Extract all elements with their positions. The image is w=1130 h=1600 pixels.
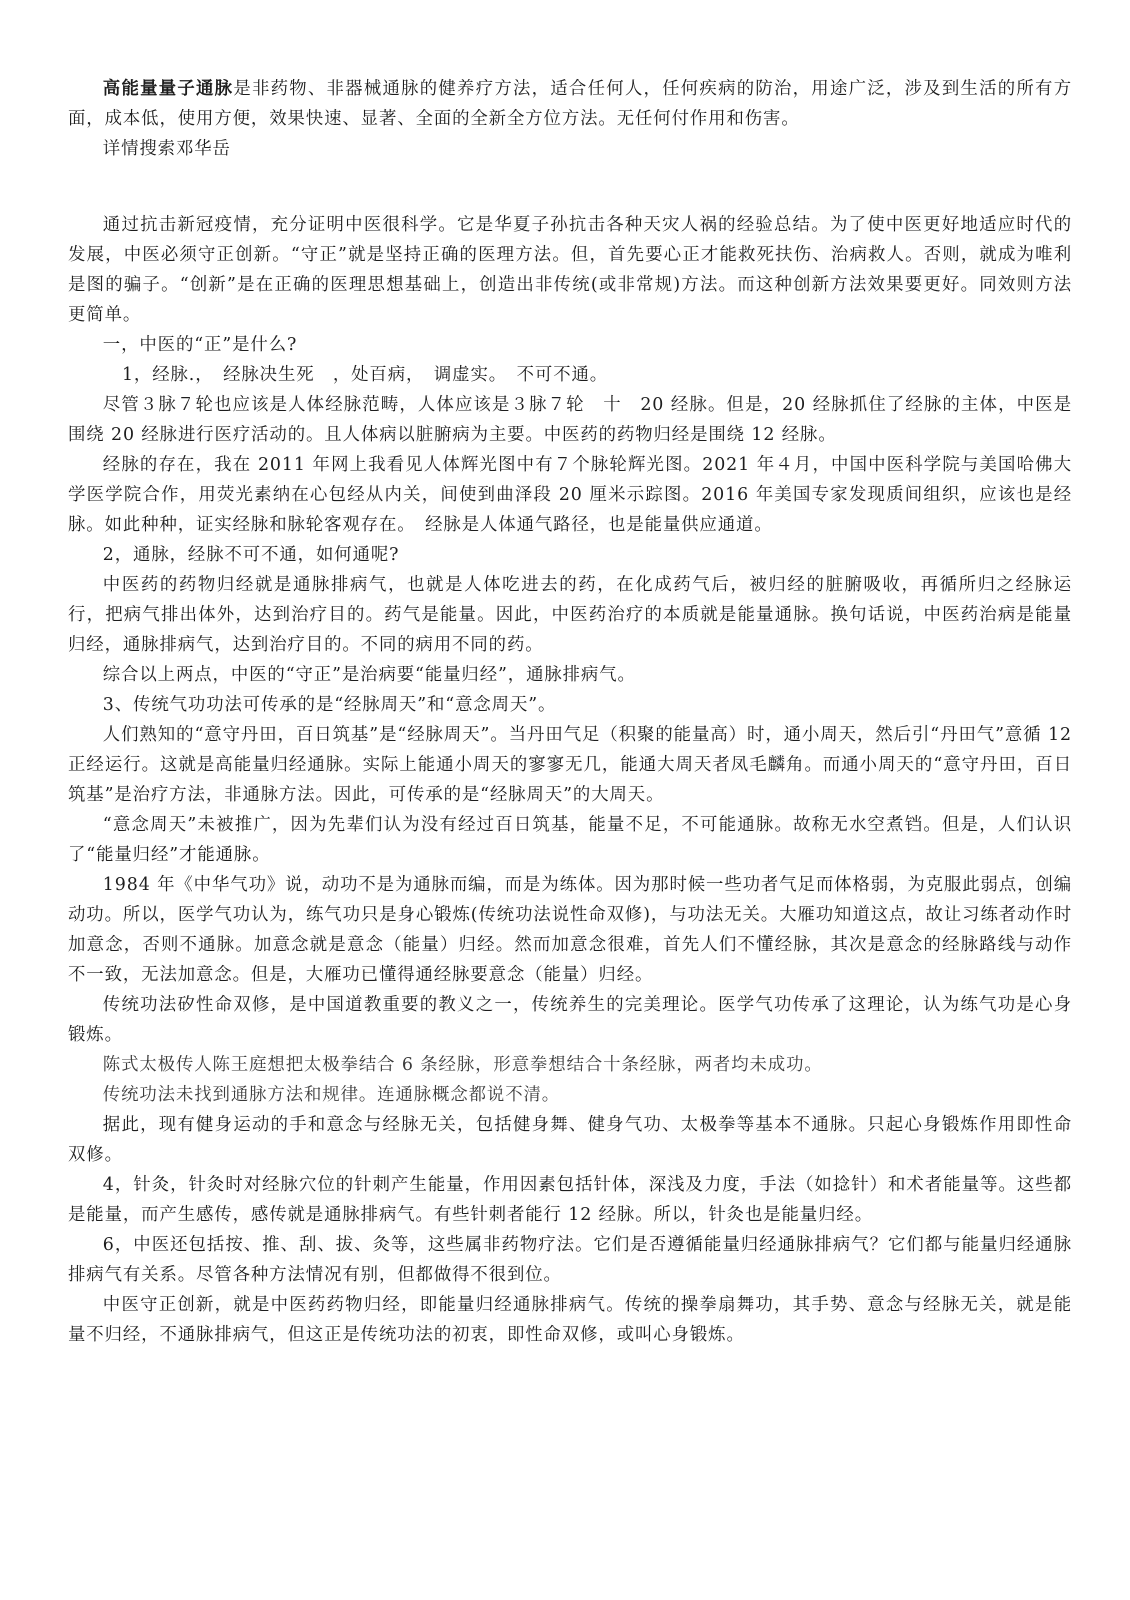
paragraph: 4，针灸，针灸时对经脉穴位的针刺产生能量，作用因素包括针体，深浅及力度，手法（如捻针）和术者能量等。这些都是能量，而产生感传，感传就是通脉排病气。有些针刺者能行 12 经脉。所以，针灸也是能量归经。 <box>68 1175 1072 1225</box>
product-name: 高能量量子通脉 <box>102 79 234 99</box>
paragraph: 中医药的药物归经就是通脉排病气，也就是人体吃进去的药，在化成药气后，被归经的脏腑吸收，再循所归之经脉运行，把病气排出体外，达到治疗目的。药气是能量。因此，中医药治疗的本质就是能量通脉。换句话说，中医药治病是能量归经，通脉排病气，达到治疗目的。不同的病用不同的药。 <box>68 575 1072 655</box>
paragraph: 1984 年《中华气功》说，动功不是为通脉而编，而是为练体。因为那时候一些功者气足而体格弱，为克服此弱点，创编动功。所以，医学气功认为，练气功只是身心锻炼(传统功法说性命双修)，与功法无关。大雁功知道这点，故让习练者动作时加意念，否则不通脉。加意念就是意念（能量）归经。然而加意念很难，首先人们不懂经脉，其次是意念的经脉路线与动作不一致，无法加意念。但是，大雁功已懂得通经脉要意念（能量）归经。 <box>68 875 1072 985</box>
sub-heading: 2，通脉，经脉不可不通，如何通呢? <box>102 545 400 565</box>
paragraph: 综合以上两点，中医的“守正”是治病要“能量归经”，通脉排病气。 <box>102 665 636 685</box>
paragraph: 尽管３脉７轮也应该是人体经脉范畴，人体应该是３脉７轮 十 20 经脉。但是，20 经脉抓住了经脉的主体，中医是围绕 20 经脉进行医疗活动的。且人体病以脏腑病为主要。中医药的药物归经是围绕 12 经脉。 <box>68 395 1072 445</box>
document-page <box>68 74 1072 1350</box>
paragraph: 陈式太极传人陈王庭想把太极拳结合 6 条经脉，形意拳想结合十条经脉，两者均未成功。 <box>102 1055 823 1075</box>
paragraph: 人们熟知的“意守丹田，百日筑基”是“经脉周天”。当丹田气足（积聚的能量高）时，通小周天，然后引“丹田气”意循 12 正经运行。这就是高能量归经通脉。实际上能通小周天的寥寥无几，能通大周天者凤毛麟角。而通小周天的“意守丹田，百日筑基”是治疗方法，非通脉方法。因此，可传承的是“经脉周天”的大周天。 <box>68 725 1072 805</box>
intro-paragraph <box>68 74 1072 134</box>
paragraph: 据此，现有健身运动的手和意念与经脉无关，包括健身舞、健身气功、太极拳等基本不通脉。只起心身锻炼作用即性命双修。 <box>68 1115 1072 1165</box>
paragraph: 中医守正创新，就是中医药药物归经，即能量归经通脉排病气。传统的操拳扇舞功，其手势、意念与经脉无关，就是能量不归经，不通脉排病气，但这正是传统功法的初衷，即性命双修，或叫心身锻炼。 <box>68 1295 1072 1345</box>
intro-text: 是非药物、非器械通脉的健养疗方法，适合任何人，任何疾病的防治，用途广泛，涉及到生活的所有方面，成本低，使用方便，效果快速、显著、全面的全新全方位方法。无任何付作用和伤害。 <box>68 79 1072 129</box>
paragraph: 传统功法矽性命双修，是中国道教重要的教义之一，传统养生的完美理论。医学气功传承了这理论，认为练气功是心身锻炼。 <box>68 995 1072 1045</box>
paragraph: 通过抗击新冠疫情，充分证明中医很科学。它是华夏子孙抗击各种天灾人祸的经验总结。为了使中医更好地适应时代的发展，中医必须守正创新。“守正”就是坚持正确的医理方法。但，首先要心正才能救死扶伤、治病救人。否则，就成为唯利是图的骗子。“创新”是在正确的医理思想基础上，创造出非传统(或非常规)方法。而这种创新方法效果要更好。同效则方法更简单。 <box>68 215 1072 325</box>
sub-heading: 3、传统气功功法可传承的是“经脉周天”和“意念周天”。 <box>102 695 557 715</box>
paragraph: 经脉的存在，我在 2011 年网上我看见人体辉光图中有７个脉轮辉光图。2021 年４月，中国中医科学院与美国哈佛大学医学院合作，用荧光素纳在心包经从内关，间使到曲泽段 20 厘米示踪图。2016 年美国专家发现质间组织，应该也是经脉。如此种种，证实经脉和脉轮客观存在。 经脉是人体通气路径，也是能量供应通道。 <box>68 455 1072 535</box>
section-heading: 一，中医的“正”是什么? <box>102 335 298 355</box>
paragraph: “意念周天”未被推广，因为先辈们认为没有经过百日筑基，能量不足，不可能通脉。故称无水空煮铛。但是，人们认识了“能量归经”才能通脉。 <box>68 815 1072 865</box>
paragraph: 6，中医还包括按、推、刮、拔、灸等，这些属非药物疗法。它们是否遵循能量归经通脉排病气？它们都与能量归经通脉排病气有关系。尽管各种方法情况有别，但都做得不很到位。 <box>68 1235 1072 1285</box>
paragraph: 传统功法未找到通脉方法和规律。连通脉概念都说不清。 <box>102 1085 561 1105</box>
search-note: 详情搜索邓华岳 <box>102 139 231 159</box>
sub-heading: 1，经脉.， 经脉决生死 ，处百病， 调虚实。 不可不通。 <box>121 365 609 385</box>
